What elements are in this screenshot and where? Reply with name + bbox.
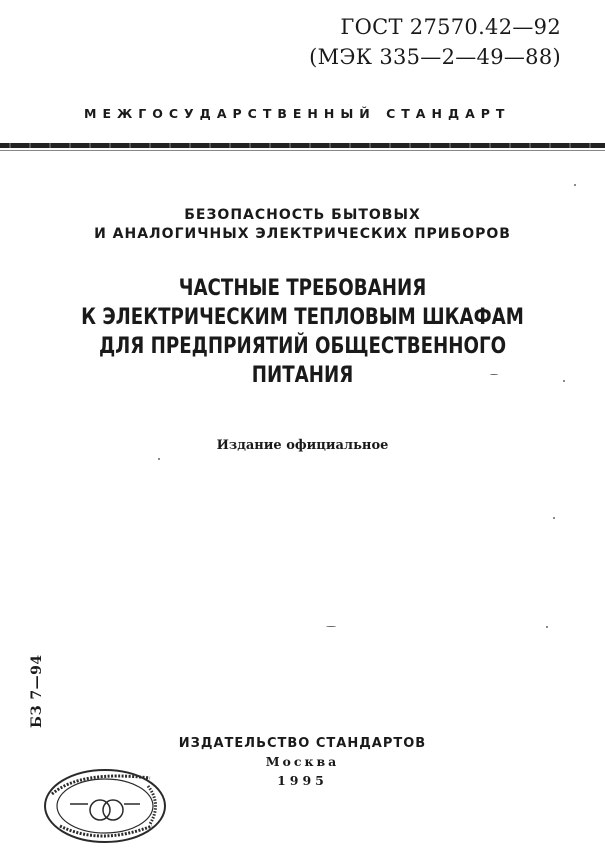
publisher-name: ИЗДАТЕЛЬСТВО СТАНДАРТОВ [178,736,427,751]
scan-speck [574,184,576,186]
scan-speck [553,517,555,519]
standard-number: ГОСТ 27570.42—92 [340,15,561,39]
library-stamp-icon [40,764,170,846]
title-line: ПИТАНИЯ [251,363,354,388]
scan-speck [326,626,336,627]
subtitle-line: И АНАЛОГИЧНЫХ ЭЛЕКТРИЧЕСКИХ ПРИБОРОВ [94,226,511,242]
title-line: К ЭЛЕКТРИЧЕСКИМ ТЕПЛОВЫМ ШКАФАМ [81,305,524,330]
scan-speck [158,458,160,460]
title-line: ЧАСТНЫЕ ТРЕБОВАНИЯ [178,276,427,301]
header-divider-thin [0,150,605,151]
subtitle-line: БЕЗОПАСНОСТЬ БЫТОВЫХ [184,207,421,223]
scan-speck [546,626,548,628]
title-line: ДЛЯ ПРЕДПРИЯТИЙ ОБЩЕСТВЕННОГО [98,334,507,359]
iec-reference: (МЭК 335—2—49—88) [309,45,561,69]
scan-speck [490,374,498,375]
document-subtitle [0,206,605,244]
publication-year: 1995 [277,773,328,788]
document-title [24,274,581,390]
edition-note: Издание официальное [216,438,389,453]
standard-category: МЕЖГОСУДАРСТВЕННЫЙ СТАНДАРТ [84,106,511,121]
catalog-code: БЗ 7—94 [29,654,45,728]
scan-speck [563,380,565,382]
header-divider [0,143,605,148]
publication-city: Москва [265,754,340,769]
standard-designation [309,12,561,72]
